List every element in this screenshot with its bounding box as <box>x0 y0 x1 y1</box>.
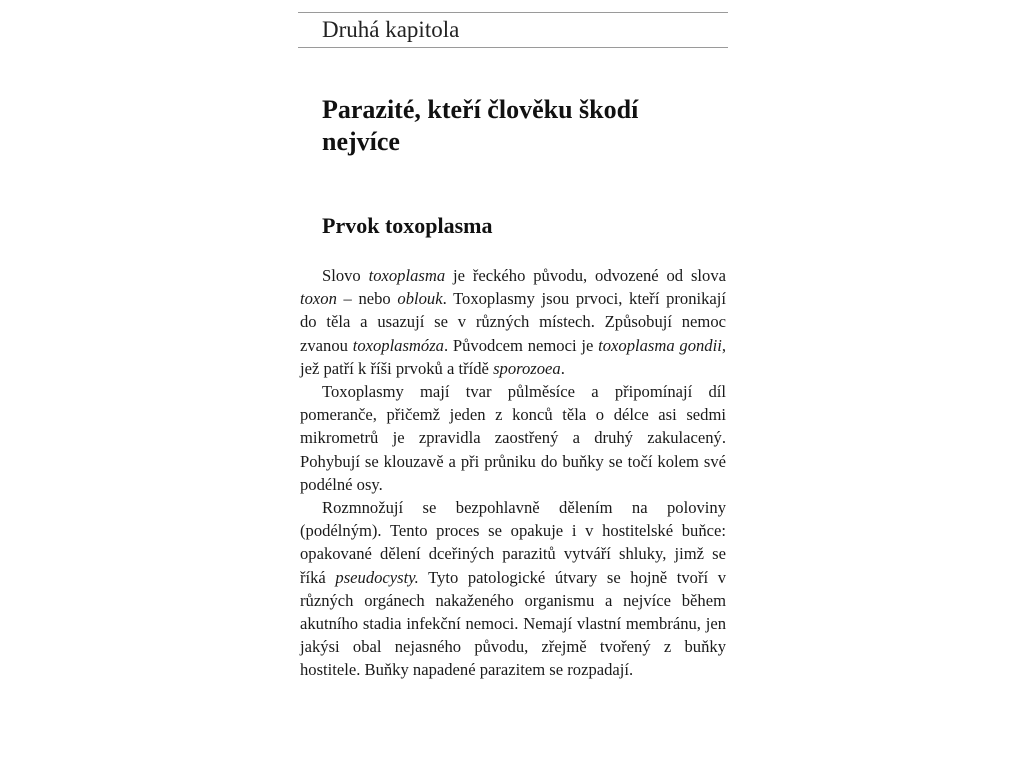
chapter-title: Druhá kapitola <box>322 17 460 42</box>
italic-term: oblouk <box>397 289 443 309</box>
italic-term: toxoplasma gondii <box>598 335 722 355</box>
chapter-header <box>298 12 728 48</box>
section-title: Prvok toxoplasma <box>322 213 493 238</box>
italic-term: toxon <box>300 289 337 309</box>
paragraph-run: . Původcem nemoci je <box>443 335 599 355</box>
paragraph-3 <box>300 496 726 682</box>
paragraph-run: Slovo <box>322 266 369 285</box>
italic-term: pseudocysty. <box>335 567 419 587</box>
paragraph-run: Toxoplasmy mají tvar půlměsíce a připomínají díl pomeranče, přičemž jeden z konců těla o délce asi sedmi mikrometrů je zpravidla zaostřený a druhý zakulacený. Pohybují se klouzavě a při průniku do buňky se točí kolem své podélné osy. <box>300 382 726 494</box>
paragraph-run: Rozmnožují se bezpohlavně dělením na poloviny (podélným). Tento proces se opakuje i v hostitelské buňce: opakované dělení dceřiných parazitů vytváří shluky, jimž se říká <box>300 498 726 587</box>
paragraph-2 <box>300 380 726 496</box>
italic-term: sporozoea <box>493 358 561 378</box>
italic-term: toxoplasmóza <box>352 335 444 355</box>
body-text <box>300 264 726 682</box>
italic-term: toxoplasma <box>368 266 446 285</box>
paragraph-run: . <box>560 358 565 378</box>
paragraph-run: – nebo <box>336 289 398 309</box>
paragraph-run: je řeckého původu, odvozené od slova <box>445 266 726 285</box>
paragraph-run: . Toxoplasmy jsou prvoci, kteří pronikají do těla a usazují se v různých místech. Způsobují nemoc zvanou <box>300 289 726 355</box>
book-page <box>298 0 728 768</box>
main-title: Parazité, kteří člověku škodí nejvíce <box>322 95 639 156</box>
paragraph-1 <box>300 264 726 380</box>
paragraph-run: Tyto patologické útvary se hojně tvoří v různých orgánech nakaženého organismu a nejvíce během akutního stadia infekční nemoci. Nemají vlastní membránu, jen jakýsi obal nejasného původu, zřejmě tvořený z buňky hostitele. Buňky napadené parazitem se rozpadají. <box>300 567 726 680</box>
paragraph-run: , jež patří k říši prvoků a třídě <box>300 335 726 378</box>
